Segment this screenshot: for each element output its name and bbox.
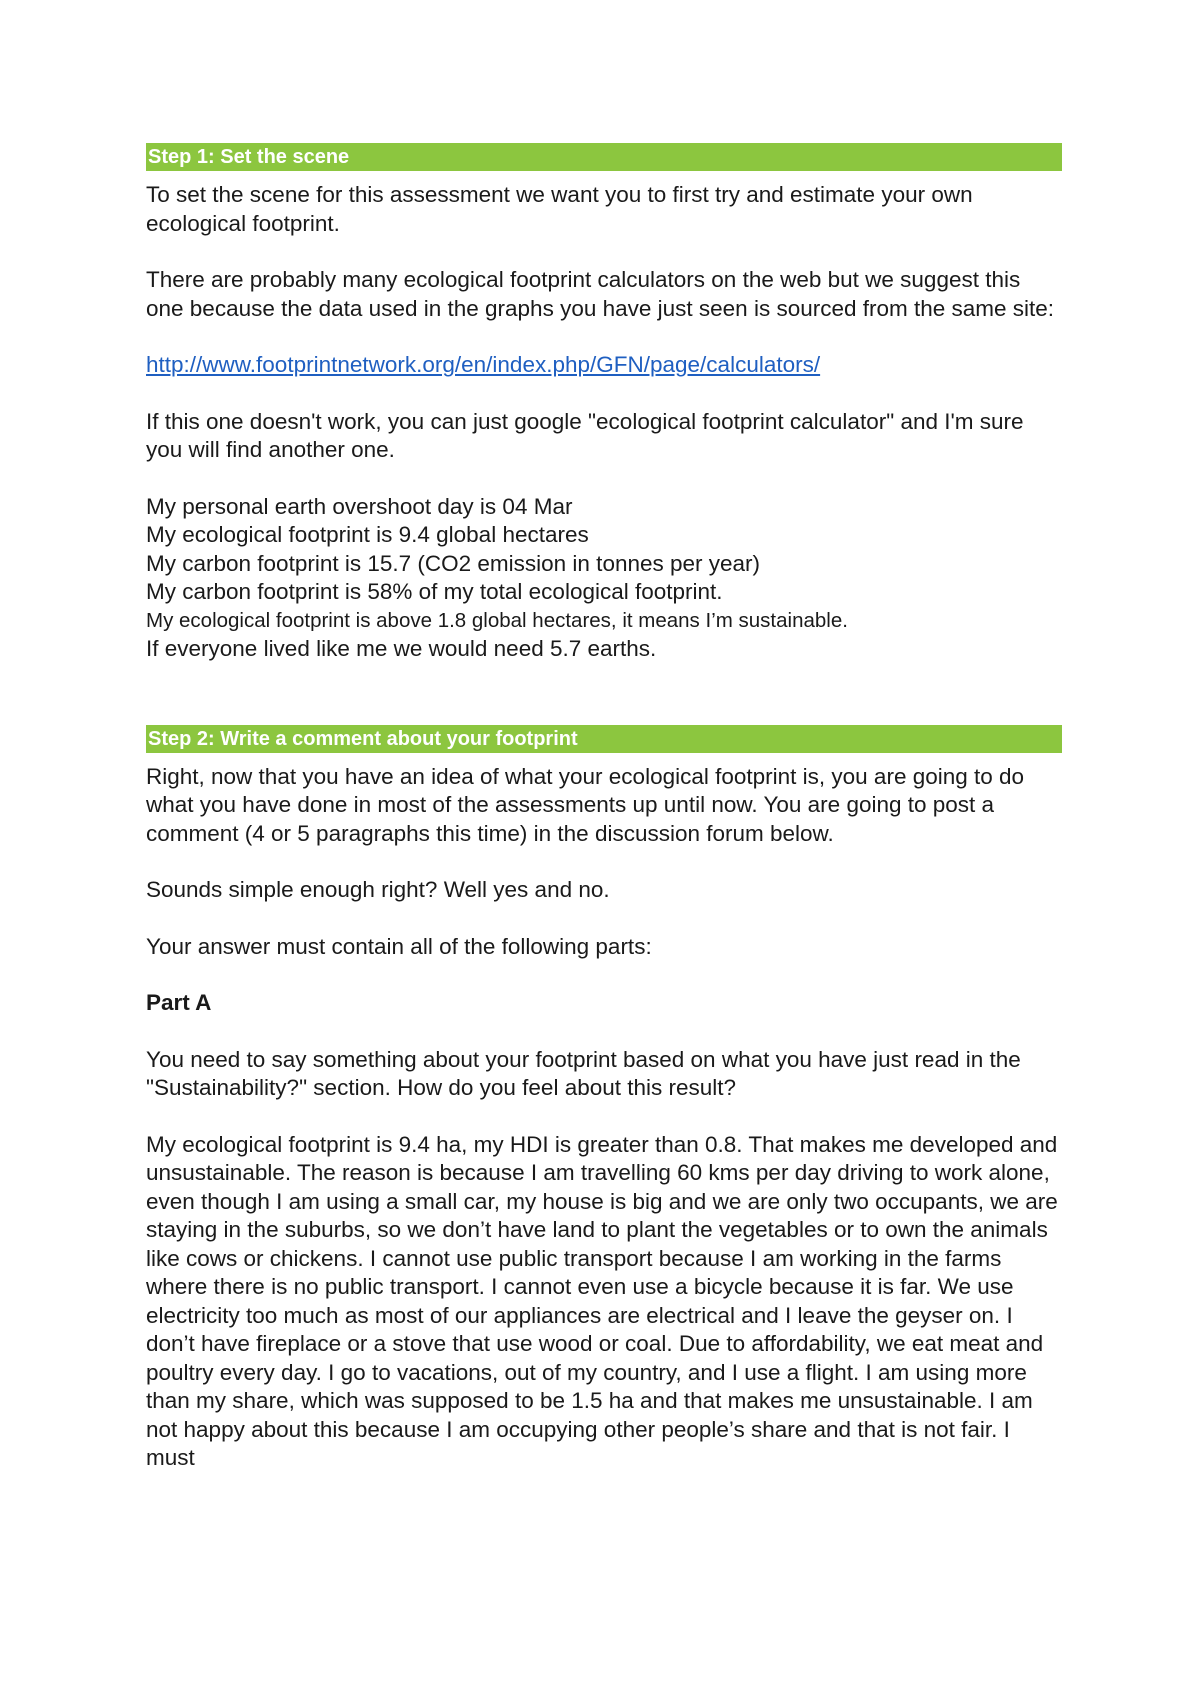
step2-parts-intro: Your answer must contain all of the following parts: bbox=[146, 933, 652, 959]
result-line: My carbon footprint is 15.7 (CO2 emission in tonnes per year) bbox=[146, 550, 761, 576]
calculator-link[interactable]: http://www.footprintnetwork.org/en/index.php/GFN/page/calculators/ bbox=[146, 352, 821, 377]
result-line: My ecological footprint is 9.4 global hectares bbox=[146, 522, 589, 547]
result-line: If everyone lived like me we would need 5.7 earths. bbox=[146, 636, 657, 661]
step2-header: Step 2: Write a comment about your footprint bbox=[146, 725, 1062, 753]
part-a-prompt: You need to say something about your footprint based on what you have just read in the "Sustainability?" section. How do you feel about this result? bbox=[146, 1046, 1021, 1100]
step1-fallback: If this one doesn't work, you can just google "ecological footprint calculator" and I'm sure you will find another one. bbox=[146, 408, 1024, 462]
part-a-answer: My ecological footprint is 9.4 ha, my HDI is greater than 0.8. That makes me developed and unsustainable. The reason is because I am travelling 60 kms per day driving to work alone, even though I am using a small car, my house is big and we are only two occupants, we are staying in the suburbs, so we don’t have land to plant the vegetables or to own the animals like cows or chickens. I cannot use public transport because I am working in the farms where there is no public transport. I cannot even use a bicycle because it is far. We use electricity too much as most of our appliances are electrical and I leave the geyser on. I don’t have fireplace or a stove that use wood or coal. Due to affordability, we eat meat and poultry every day. I go to vacations, out of my country, and I use a flight. I am using more than my share, which was supposed to be 1.5 ha and that makes me unsustainable. I am not happy about this because I am occupying other people’s share and that is not fair. I must bbox=[146, 1131, 1058, 1470]
step2-simple: Sounds simple enough right? Well yes and no. bbox=[146, 877, 610, 902]
footprint-results bbox=[146, 493, 1062, 664]
step1-link-paragraph bbox=[146, 351, 1062, 380]
step1-header: Step 1: Set the scene bbox=[146, 143, 1062, 171]
result-line: My ecological footprint is above 1.8 global hectares, it means I’m sustainable. bbox=[146, 608, 848, 632]
result-line: My carbon footprint is 58% of my total ecological footprint. bbox=[146, 579, 723, 604]
step1-suggestion: There are probably many ecological footprint calculators on the web but we suggest this one because the data used in the graphs you have just seen is sourced from the same site: bbox=[146, 267, 1055, 321]
step2-intro: Right, now that you have an idea of what your ecological footprint is, you are going to do what you have done in most of the assessments up until now. You are going to post a comment (4 or 5 paragraphs this time) in the discussion forum below. bbox=[146, 763, 1025, 846]
part-a-title: Part A bbox=[146, 990, 212, 1015]
step1-intro: To set the scene for this assessment we want you to first try and estimate your own ecological footprint. bbox=[146, 182, 973, 236]
document-page bbox=[146, 143, 1062, 1473]
result-line: My personal earth overshoot day is 04 Mar bbox=[146, 493, 573, 519]
